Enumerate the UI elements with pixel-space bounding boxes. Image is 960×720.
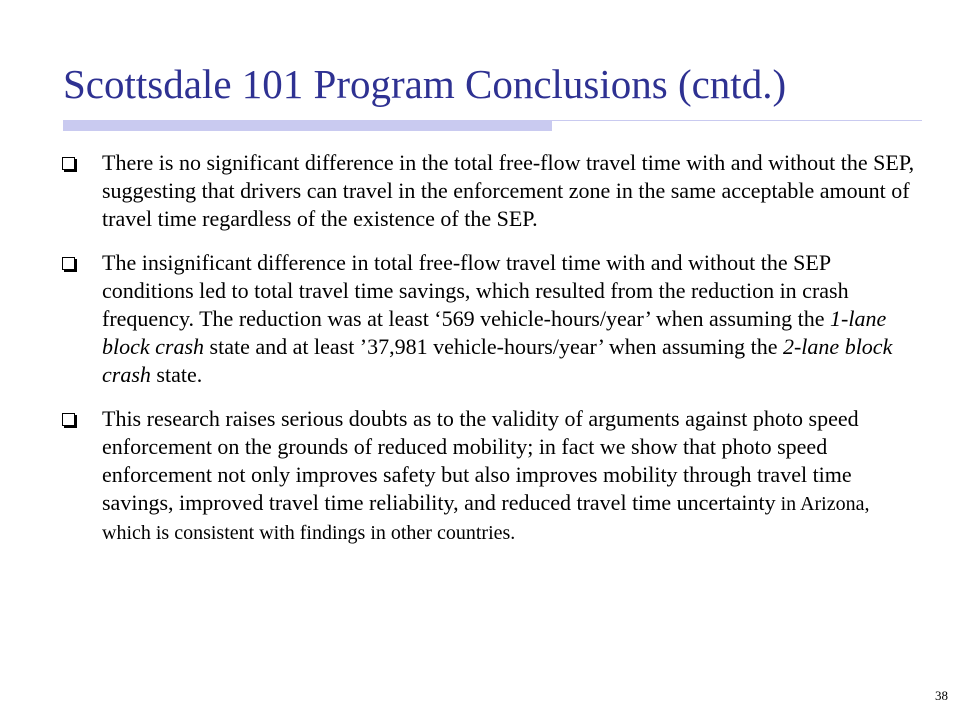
- bullet-text-run: state.: [150, 362, 203, 387]
- bullet-list: [60, 149, 920, 563]
- title-underline-thin: [552, 120, 922, 121]
- square-bullet-icon: [62, 413, 75, 426]
- title-underline-thick: [63, 120, 552, 131]
- square-bullet-icon: [62, 157, 75, 170]
- bullet-text-run: This research raises serious doubts as to the validity of arguments against photo speed enforcement on the grounds of reduced mobility; in fact we show that photo speed enforcement not only improves safety but also improves mobility through travel time savings, improved travel time reliability, and reduced travel time uncertainty: [102, 406, 859, 515]
- bullet-item: [60, 149, 920, 233]
- bullet-item: [60, 249, 920, 389]
- bullet-text-run: The insignificant difference in total free-flow travel time with and without the SEP conditions led to total travel time savings, which resulted from the reduction in crash frequency. The reduction was at least ‘569 vehicle-hours/year’ when assuming the: [102, 250, 849, 331]
- bullet-text-italic: 2-lane block crash: [102, 334, 893, 387]
- bullet-text: There is no significant difference in the total free-flow travel time with and without the SEP, suggesting that drivers can travel in the enforcement zone in the same acceptable amount of travel time regardless of the existence of the SEP.: [102, 150, 915, 231]
- slide-number: 38: [935, 688, 948, 703]
- bullet-text-small-run: in Arizona, which is consistent with findings in other countries.: [102, 493, 870, 544]
- bullet-text: [102, 406, 870, 544]
- slide-title: Scottsdale 101 Program Conclusions (cntd.): [63, 61, 787, 107]
- bullet-text-italic: 1-lane block crash: [102, 306, 887, 359]
- bullet-text: [102, 250, 892, 387]
- bullet-item: [60, 405, 920, 547]
- bullet-text-run: state and at least ’37,981 vehicle-hours/year’ when assuming the: [204, 334, 783, 359]
- square-bullet-icon: [62, 257, 75, 270]
